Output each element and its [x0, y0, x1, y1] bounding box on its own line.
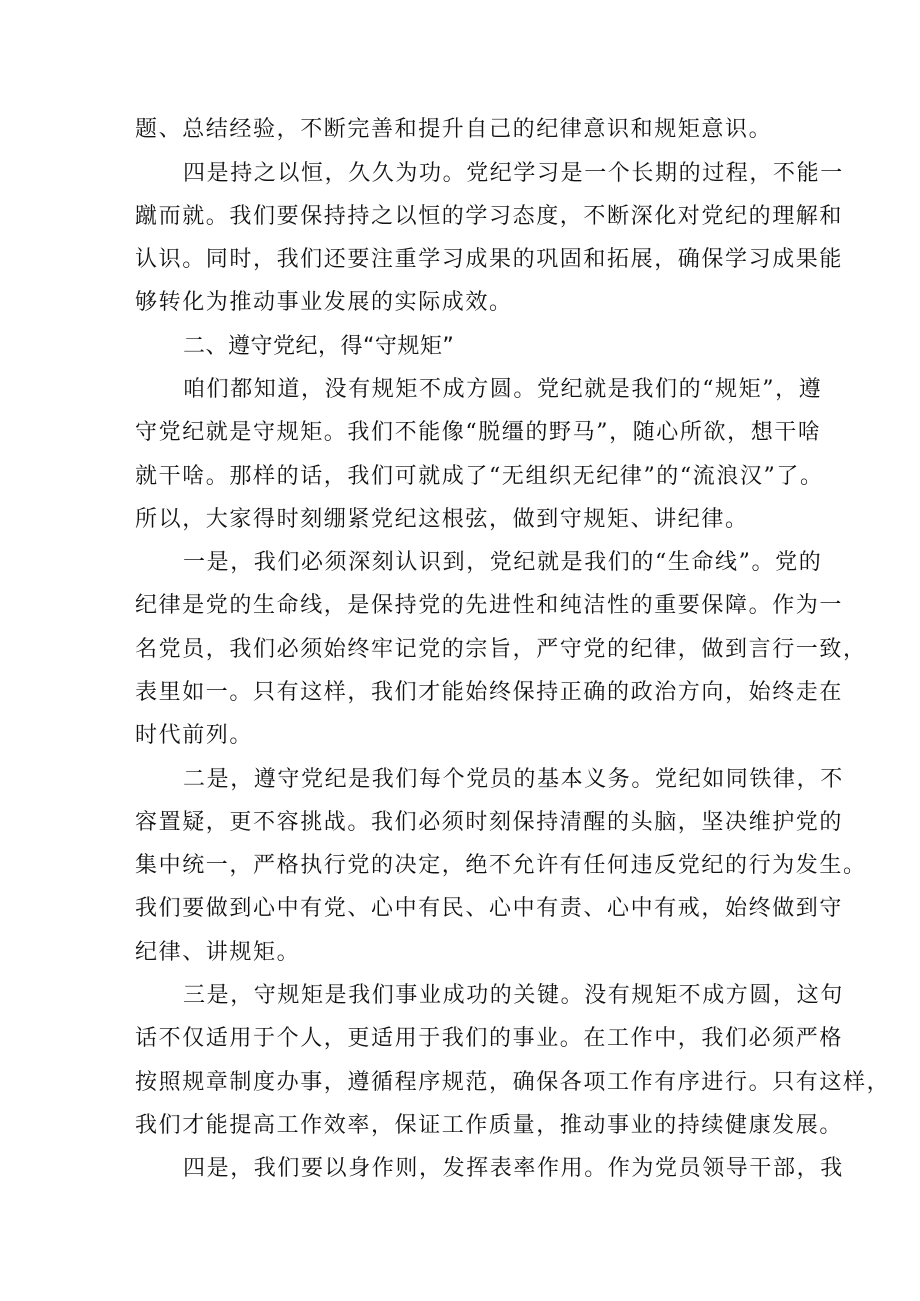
paragraph-line: 够转化为推动事业发展的实际成效。 [135, 290, 513, 315]
section-heading: 二、遵守党纪，得“守规矩” [183, 334, 455, 359]
paragraph-line: 集中统一，严格执行党的决定，绝不允许有任何违反党纪的行为发生。 [135, 853, 867, 878]
paragraph-line: 就干啥。那样的话，我们可就成了“无组织无纪律”的“流浪汉”了。 [135, 464, 824, 489]
paragraph-line: 咱们都知道，没有规矩不成方圆。党纪就是我们的“规矩”，遵 [183, 377, 823, 402]
paragraph-line: 名党员，我们必须始终牢记党的宗旨，严守党的纪律，做到言行一致， [135, 637, 867, 662]
paragraph-line: 三是，守规矩是我们事业成功的关键。没有规矩不成方圆，这句 [183, 983, 844, 1008]
paragraph-line: 二是，遵守党纪是我们每个党员的基本义务。党纪如同铁律，不 [183, 767, 844, 792]
paragraph-line: 所以，大家得时刻绷紧党纪这根弦，做到守规矩、讲纪律。 [135, 507, 749, 532]
paragraph-line: 四是持之以恒，久久为功。党纪学习是一个长期的过程，不能一 [183, 161, 844, 186]
paragraph-line: 一是，我们必须深刻认识到，党纪就是我们的“生命线”。党的 [183, 550, 823, 575]
paragraph-line: 我们才能提高工作效率，保证工作质量，推动事业的持续健康发展。 [135, 1113, 844, 1138]
paragraph-line: 蹴而就。我们要保持持之以恒的学习态度，不断深化对党纪的理解和 [135, 204, 844, 229]
paragraph-line: 时代前列。 [135, 723, 254, 748]
paragraph-line: 四是，我们要以身作则，发挥表率作用。作为党员领导干部，我 [183, 1156, 844, 1181]
paragraph-line: 题、总结经验，不断完善和提升自己的纪律意识和规矩意识。 [135, 117, 773, 142]
paragraph-line: 按照规章制度办事，遵循程序规范，确保各项工作有序进行。只有这样， [135, 1070, 891, 1095]
paragraph-line: 容置疑，更不容挑战。我们必须时刻保持清醒的头脑，坚决维护党的 [135, 810, 844, 835]
paragraph-line: 表里如一。只有这样，我们才能始终保持正确的政治方向，始终走在 [135, 680, 844, 705]
paragraph-line: 我们要做到心中有党、心中有民、心中有责、心中有戒，始终做到守 [135, 896, 844, 921]
paragraph-line: 话不仅适用于个人，更适用于我们的事业。在工作中，我们必须严格 [135, 1026, 844, 1051]
paragraph-line: 纪律是党的生命线，是保持党的先进性和纯洁性的重要保障。作为一 [135, 593, 844, 618]
paragraph-line: 认识。同时，我们还要注重学习成果的巩固和拓展，确保学习成果能 [135, 247, 844, 272]
paragraph-line: 守党纪就是守规矩。我们不能像“脱缰的野马”，随心所欲，想干啥 [135, 420, 822, 445]
paragraph-line: 纪律、讲规矩。 [135, 940, 301, 965]
